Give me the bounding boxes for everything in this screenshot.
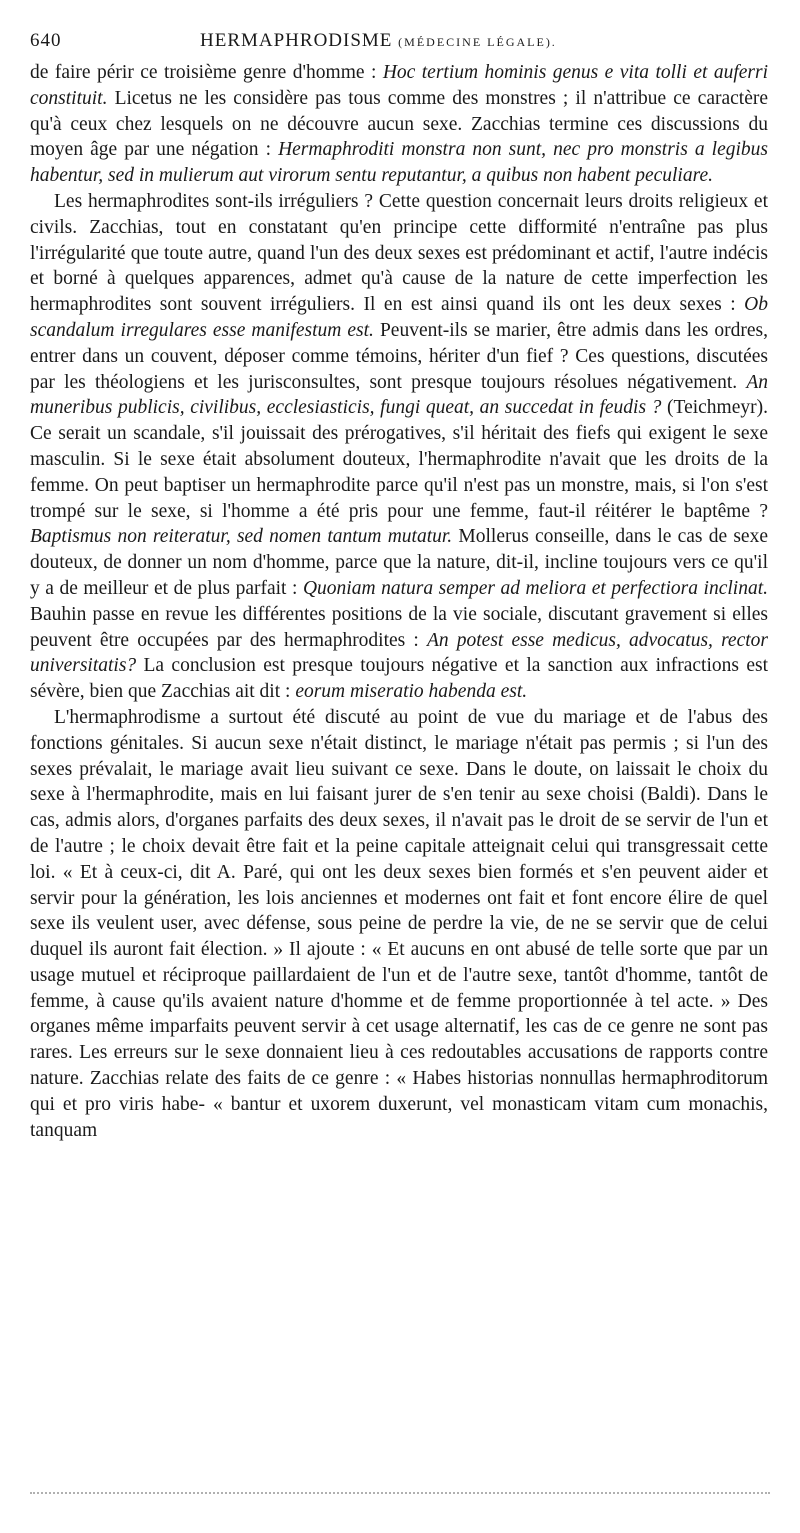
page-header — [30, 30, 768, 52]
running-title-main: HERMAPHRODISME — [200, 30, 393, 51]
footer-rule — [30, 1492, 770, 1494]
latin-quote: An potest esse medicus, advocatus, rector universitatis? — [30, 629, 768, 677]
text-segment: Bauhin passe en revue les différentes positions de la vie sociale, discutant gravement si elles peuvent être occupées par des hermaphrodites : — [30, 603, 768, 651]
body-text — [30, 60, 768, 1143]
page-number: 640 — [30, 30, 62, 51]
text-segment: L'hermaphrodisme a surtout été discuté au point de vue du mariage et de l'abus des fonctions génitales. Si aucun sexe n'était distinct, le mariage n'était pas permis ; si l'un des sexes prévalait, le mariage avait lieu suivant ce sexe. Dans le doute, on laissait le choix du sexe à l'hermaphrodite, mais en lui faisant jurer de s'en tenir au sexe choisi (Baldi). Dans le cas, admis alors, d'organes parfaits des deux sexes, il n'avait pas le droit de se servir de l'un et de l'autre ; le choix devait être fait et la peine capitale atteignait celui qui transgressait cette loi. « Et à ceux-ci, dit A. Paré, qui ont les deux sexes bien formés et s'en peuvent aider et servir pour la génération, les lois anciennes et modernes ont fait et font encore élire de quel sexe ils veulent user, avec défense, sous peine de perdre la vie, de ne se servir que de celui duquel ils auront fait élection. » Il ajoute : « Et aucuns en ont abusé de telle sorte que par un usage mutuel et réciproque paillardaient de l'un et de l'autre sexe, tantôt d'homme, tantôt de femme, à cause qu'ils avaient nature d'homme et de femme proportionnée à tel acte. » Des organes même imparfaits peuvent servir à cet usage alternatif, les cas de ce genre ne sont pas rares. Les erreurs sur le sexe donnaient lieu à ces redoutables accusations de rapports contre nature. Zacchias relate des faits de ce genre : « Habes historias nonnullas hermaphroditorum qui et pro viris habe- « bantur et uxorem duxerunt, vel monasticam vitam cum monachis, tanquam — [30, 706, 768, 1141]
latin-quote: eorum miseratio habenda est. — [295, 681, 528, 703]
text-segment: Mollerus conseille, dans le cas de sexe douteux, de donner un nom d'homme, parce que la nature, dit-il, incline toujours vers ce qu'il y a de meilleur et de plus parfait : — [30, 526, 768, 599]
latin-quote: Hoc tertium hominis genus e vita tolli et auferri constituit. — [30, 62, 768, 109]
text-segment: Les hermaphrodites sont-ils irréguliers ? Cette question concernait leurs droits religieux et civils. Zacchias, tout en constatant qu'en principe cette difformité n'entraîne pas plus l'irrégularité que toute autre, quand l'un des deux sexes est prédominant et actif, l'autre indécis et borné à quelques apparences, admet qu'à cause de la nature de cette imperfection les hermaphrodites sont souvent irréguliers. Il en est ainsi quand ils ont les deux sexes : — [30, 190, 768, 316]
text-segment: La conclusion est presque toujours négative et la sanction aux infractions est sévère, bien que Zacchias ait dit : — [30, 655, 768, 703]
running-title-subtitle: (MÉDECINE LÉGALE). — [398, 35, 557, 49]
latin-quote: Baptismus non reiteratur, sed nomen tantum mutatur. — [30, 526, 453, 548]
text-segment: Peuvent-ils se marier, être admis dans les ordres, entrer dans un couvent, déposer comme témoins, hériter d'un fief ? Ces questions, discutées par les théologiens et les jurisconsultes, sont presque toujours résolues négativement. — [30, 319, 769, 393]
latin-quote: An muneribus publicis, civilibus, ecclesiasticis, fungi queat, an succedat in feudis ? — [30, 371, 768, 419]
paragraph — [30, 705, 768, 1144]
text-segment: (Teichmeyr). Ce serait un scandale, s'il jouissait des prérogatives, s'il héritait des fiefs qui exigent le sexe masculin. Si le sexe était absolument douteux, l'hermaphrodite n'avait que les droits de la femme. On peut baptiser un hermaphrodite parce qu'il n'est pas un monstre, mais, si l'on s'est trompé sur le sexe, si l'homme a été pris pour une femme, faut-il réitérer le baptême ? — [30, 397, 768, 522]
paragraph — [30, 60, 768, 189]
paragraph — [30, 189, 768, 705]
latin-quote: Ob scandalum irregulares esse manifestum est. — [30, 294, 768, 341]
running-title — [170, 30, 768, 52]
text-segment: de faire périr ce troisième genre d'homme : — [30, 62, 383, 83]
latin-quote: Quoniam natura semper ad meliora et perfectiora inclinat. — [302, 577, 768, 599]
text-segment: Licetus ne les considère pas tous comme des monstres ; il n'attribue ce caractère qu'à ceux chez lesquels on ne découvre aucun sexe. Zacchias termine ces discussions du moyen âge par une négation : — [30, 87, 768, 161]
document-page — [30, 30, 768, 1143]
latin-quote: Hermaphroditi monstra non sunt, nec pro monstris a legibus habentur, sed in mulierum aut virorum sentu reputantur, a quibus non habent peculiare. — [30, 139, 768, 187]
